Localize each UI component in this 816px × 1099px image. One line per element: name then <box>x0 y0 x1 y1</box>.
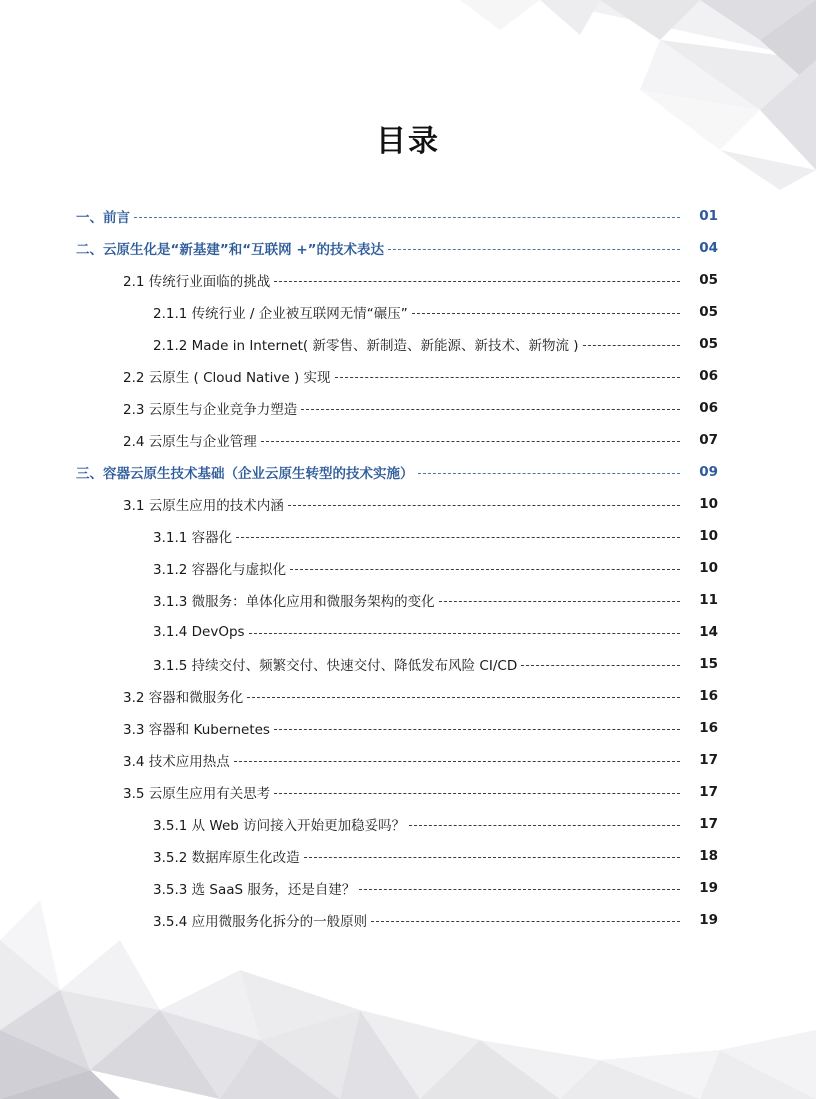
dotted-leader <box>409 825 680 826</box>
toc-page-number: 17 <box>699 752 718 768</box>
toc-entry-label: 3.3 容器和 Kubernetes <box>123 722 270 738</box>
toc-entry[interactable] <box>0 456 816 488</box>
toc-entry-label: 2.1.1 传统行业 / 企业被互联网无情“碾压” <box>153 306 408 322</box>
dotted-leader <box>412 313 680 314</box>
dotted-leader <box>301 409 680 410</box>
dotted-leader <box>274 281 680 282</box>
toc-entry[interactable] <box>0 680 816 712</box>
dotted-leader <box>247 697 680 698</box>
toc-entry[interactable] <box>0 712 816 744</box>
toc-page-number: 19 <box>699 912 718 928</box>
toc-entry[interactable] <box>0 840 816 872</box>
toc-entry-label: 3.2 容器和微服务化 <box>123 690 244 706</box>
toc-page-number: 05 <box>699 304 718 320</box>
toc-page-number: 06 <box>699 400 718 416</box>
toc-page-number: 01 <box>699 208 718 224</box>
toc-entry[interactable] <box>0 520 816 552</box>
toc-entry[interactable] <box>0 552 816 584</box>
toc-entry-label: 2.2 云原生 ( Cloud Native ) 实现 <box>123 370 331 386</box>
toc-entry[interactable] <box>0 328 816 360</box>
toc-entry-label: 3.1.3 微服务：单体化应用和微服务架构的变化 <box>153 594 435 610</box>
toc-entry[interactable] <box>0 424 816 456</box>
toc-entry-label: 3.1 云原生应用的技术内涵 <box>123 498 284 514</box>
toc-entry-label: 3.5.2 数据库原生化改造 <box>153 850 300 866</box>
toc-page-number: 17 <box>699 784 718 800</box>
toc-page-number: 04 <box>699 240 718 256</box>
toc-entry[interactable] <box>0 616 816 648</box>
toc-entry[interactable] <box>0 744 816 776</box>
toc-entry[interactable] <box>0 776 816 808</box>
dotted-leader <box>290 569 680 570</box>
toc-entry-label: 3.5.3 选 SaaS 服务，还是自建？ <box>153 882 356 898</box>
toc-page-number: 15 <box>699 656 718 672</box>
toc-page-number: 06 <box>699 368 718 384</box>
toc-entry[interactable] <box>0 584 816 616</box>
toc-page-number: 16 <box>699 688 718 704</box>
toc-entry-label: 3.1.4 DevOps <box>153 624 245 640</box>
page-title: 目录 <box>376 124 440 159</box>
dotted-leader <box>388 249 680 250</box>
toc-entry[interactable] <box>0 296 816 328</box>
toc-entry-label: 3.5.4 应用微服务化拆分的一般原则 <box>153 914 368 930</box>
toc-page-number: 18 <box>699 848 718 864</box>
dotted-leader <box>521 665 680 666</box>
dotted-leader <box>439 601 680 602</box>
toc-page-number: 17 <box>699 816 718 832</box>
toc-page-number: 10 <box>699 496 718 512</box>
toc-page-number: 05 <box>699 272 718 288</box>
toc-entry[interactable] <box>0 904 816 936</box>
toc-entry-label: 一、前言 <box>76 210 130 226</box>
dotted-leader <box>304 857 680 858</box>
dotted-leader <box>261 441 680 442</box>
toc-entry-label: 二、云原生化是“新基建”和“互联网 +”的技术表达 <box>76 242 385 258</box>
dotted-leader <box>249 633 680 634</box>
dotted-leader <box>236 537 680 538</box>
toc-entry-label: 2.1 传统行业面临的挑战 <box>123 274 271 290</box>
toc-entry-label: 3.5.1 从 Web 访问接入开始更加稳妥吗？ <box>153 818 406 834</box>
toc-page-number: 16 <box>699 720 718 736</box>
toc-page-number: 09 <box>699 464 718 480</box>
toc-entry[interactable] <box>0 808 816 840</box>
toc-entry[interactable] <box>0 360 816 392</box>
toc-page-number: 19 <box>699 880 718 896</box>
toc-page-number: 07 <box>699 432 718 448</box>
dotted-leader <box>359 889 680 890</box>
toc-entry[interactable] <box>0 232 816 264</box>
toc-entry[interactable] <box>0 488 816 520</box>
toc-entry[interactable] <box>0 872 816 904</box>
dotted-leader <box>583 345 680 346</box>
table-of-contents <box>0 200 816 936</box>
toc-page-number: 05 <box>699 336 718 352</box>
dotted-leader <box>274 793 680 794</box>
toc-entry-label: 3.1.5 持续交付、频繁交付、快速交付、降低发布风险 CI/CD <box>153 658 518 674</box>
toc-page-number: 11 <box>699 592 718 608</box>
dotted-leader <box>418 473 681 474</box>
toc-entry-label: 2.4 云原生与企业管理 <box>123 434 257 450</box>
toc-entry-label: 3.1.1 容器化 <box>153 530 233 546</box>
toc-entry[interactable] <box>0 200 816 232</box>
dotted-leader <box>288 505 680 506</box>
toc-entry-label: 3.4 技术应用热点 <box>123 754 230 770</box>
toc-page-number: 10 <box>699 560 718 576</box>
toc-entry[interactable] <box>0 392 816 424</box>
toc-entry[interactable] <box>0 648 816 680</box>
toc-entry-label: 3.5 云原生应用有关思考 <box>123 786 271 802</box>
dotted-leader <box>371 921 680 922</box>
toc-entry-label: 三、容器云原生技术基础（企业云原生转型的技术实施） <box>76 466 414 482</box>
toc-entry[interactable] <box>0 264 816 296</box>
dotted-leader <box>234 761 680 762</box>
toc-page-number: 10 <box>699 528 718 544</box>
dotted-leader <box>274 729 680 730</box>
toc-entry-label: 3.1.2 容器化与虚拟化 <box>153 562 287 578</box>
toc-entry-label: 2.3 云原生与企业竞争力塑造 <box>123 402 298 418</box>
dotted-leader <box>335 377 680 378</box>
dotted-leader <box>134 217 680 218</box>
toc-entry-label: 2.1.2 Made in Internet( 新零售、新制造、新能源、新技术、新物流 ) <box>153 338 579 354</box>
toc-page-number: 14 <box>699 624 718 640</box>
